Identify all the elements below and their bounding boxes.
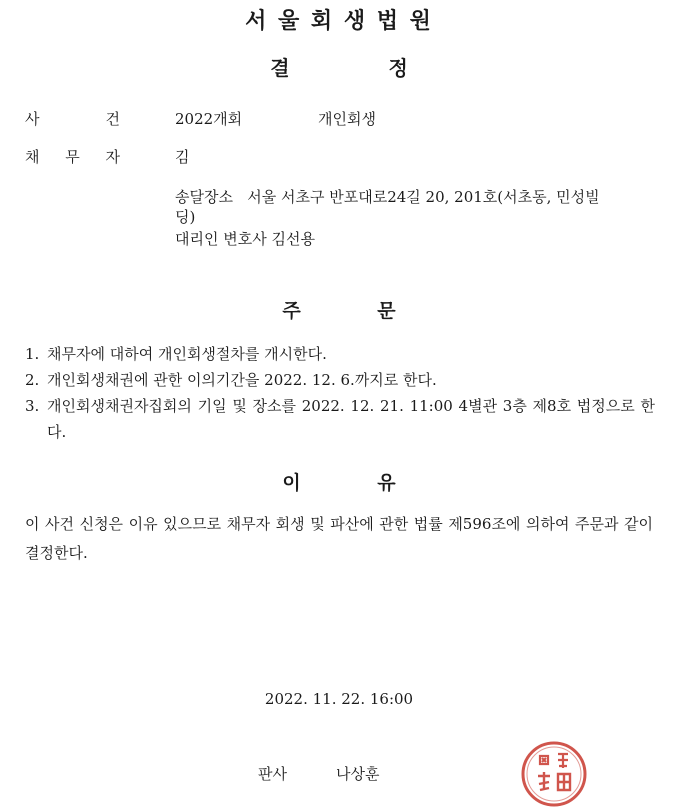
order-item-number: 2. <box>25 371 40 389</box>
order-item <box>25 393 655 445</box>
order-item-text: 채무자에 대하여 개인회생절차를 개시한다. <box>47 345 327 363</box>
reason-title: 이 유 <box>282 472 396 494</box>
order-item-text: 개인회생채권자집회의 기일 및 장소를 2022. 12. 21. 11:00 4별관 3층 제8호 법정으로 한다. <box>47 397 655 441</box>
order-item-text: 개인회생채권에 관한 이의기간을 2022. 12. 6.까지로 한다. <box>47 371 437 389</box>
debtor-label <box>25 146 120 167</box>
debtor-name: 김 <box>175 148 190 166</box>
reason-text: 이 사건 신청은 이유 있으므로 채무자 회생 및 파산에 관한 법률 제596조에 의하여 주문과 같이 결정한다. <box>25 515 653 562</box>
judge-seal-stamp <box>518 738 590 810</box>
order-item <box>25 367 655 393</box>
order-item <box>25 341 655 367</box>
court-name: 서 울 회 생 법 원 <box>245 9 433 34</box>
debtor-label-char: 채 <box>25 148 40 166</box>
order-list <box>25 341 655 445</box>
service-address-line1: 송달장소 서울 서초구 반포대로24길 20, 201호(서초동, 민성빌 <box>175 188 600 206</box>
judge-name: 나상훈 <box>336 765 380 783</box>
debtor-label-char: 자 <box>105 148 120 166</box>
case-label-char: 사 <box>25 110 40 128</box>
decision-datetime: 2022. 11. 22. 16:00 <box>264 690 414 708</box>
case-name: 개인회생 <box>318 110 376 128</box>
judge-title: 판사 <box>258 765 287 783</box>
case-label <box>25 108 120 129</box>
order-item-number: 1. <box>25 345 40 363</box>
order-item-number: 3. <box>25 397 40 415</box>
debtor-label-char: 무 <box>65 148 80 166</box>
case-number: 2022개회 <box>175 110 243 128</box>
service-address-line2: 딩) <box>175 208 196 226</box>
order-title: 주 문 <box>282 300 396 322</box>
document-title: 결 정 <box>270 56 408 80</box>
legal-agent: 대리인 변호사 김선용 <box>175 230 315 248</box>
case-label-char: 건 <box>105 110 120 128</box>
